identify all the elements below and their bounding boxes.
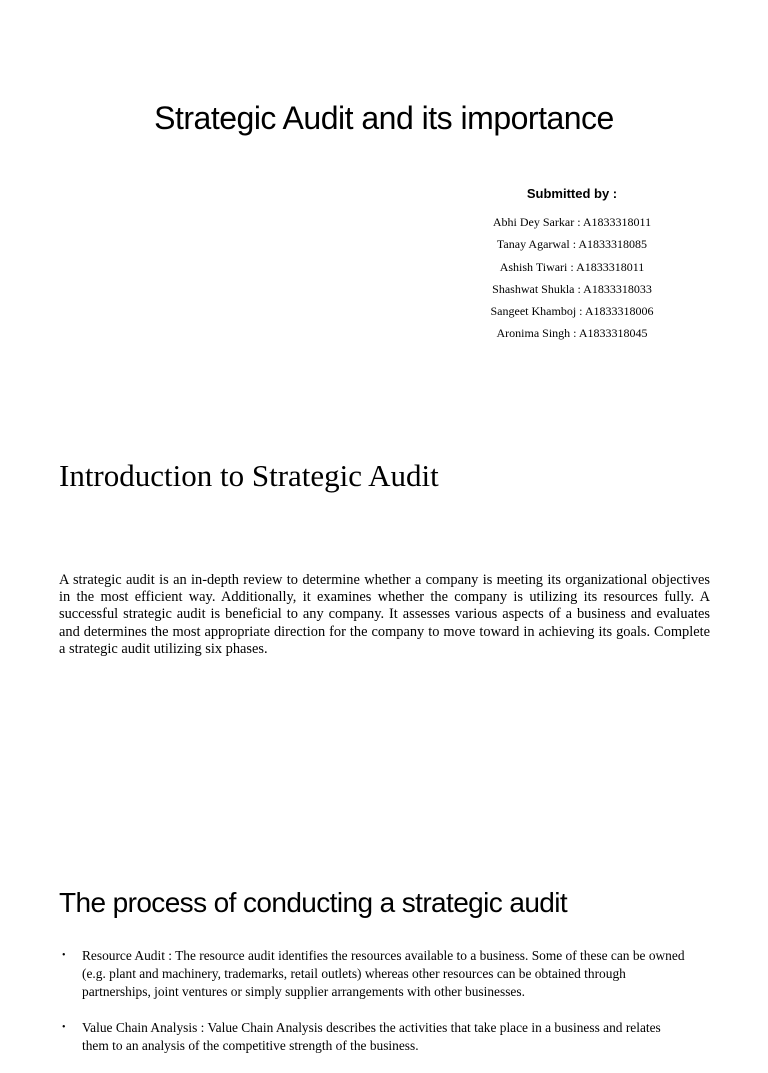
list-item-text: Value Chain Analysis : Value Chain Analysis describes the activities that take place in a business and relates them to an analysis of the competitive strength of the business. bbox=[82, 1020, 661, 1053]
slide-title: Strategic Audit and its importance bbox=[154, 100, 614, 136]
team-member: Shashwat Shukla : A1833318033 bbox=[492, 281, 652, 296]
intro-paragraph: A strategic audit is an in-depth review to determine whether a company is meeting its organizational objectives in the most efficient way. Additionally, it examines whether the company is utilizing its resources fully. A successful strategic audit is beneficial to any company. It assesses various aspects of a business and evaluates and determines the most appropriate direction for the company to move toward in achieving its goals. Complete a strategic audit utilizing six phases. bbox=[59, 572, 710, 657]
team-member: Sangeet Khamboj : A1833318006 bbox=[490, 304, 654, 319]
bullet-icon: • bbox=[62, 1022, 66, 1033]
team-member: Ashish Tiwari : A1833318011 bbox=[499, 259, 645, 274]
list-item bbox=[62, 947, 687, 1001]
team-member: Abhi Dey Sarkar : A1833318011 bbox=[492, 215, 652, 229]
list-item bbox=[62, 1019, 687, 1055]
list-item-text: Resource Audit : The resource audit identifies the resources available to a business. Some of these can be owned (e.g. plant and machinery, trademarks, retail outlets) whereas other resources can be obtained through partnerships, joint ventures or simply supplier arrangements with other businesses. bbox=[82, 948, 685, 999]
intro-heading: Introduction to Strategic Audit bbox=[59, 458, 439, 493]
submitted-by-heading: Submitted by : bbox=[526, 186, 618, 201]
team-member: Aronima Singh : A1833318045 bbox=[496, 326, 648, 341]
process-list bbox=[62, 947, 687, 1073]
team-member: Tanay Agarwal : A1833318085 bbox=[496, 237, 648, 252]
process-heading: The process of conducting a strategic audit bbox=[59, 887, 568, 918]
bullet-icon: • bbox=[62, 950, 66, 961]
submitted-by-block bbox=[472, 183, 672, 345]
